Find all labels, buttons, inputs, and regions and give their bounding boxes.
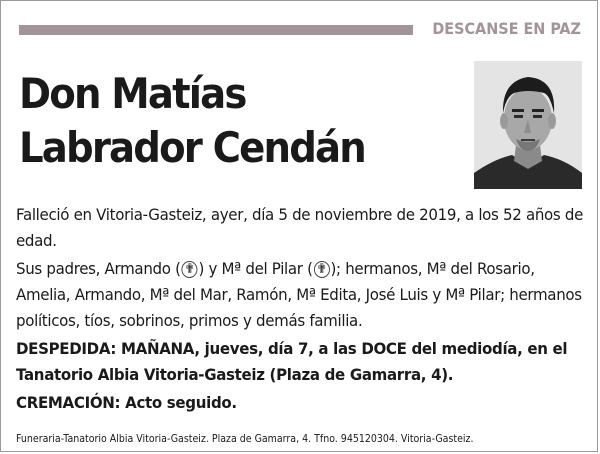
portrait-icon [474, 61, 582, 189]
family-paragraph [16, 256, 586, 334]
family-text-c: ); hermanos, Mª del Rosario, Amelia, Armando, Mª del Mar, Ramón, Mª Edita, José Luis y Mª Pilar; hermanos políticos, tíos, sobrinos, primos y demás familia. [16, 259, 582, 330]
notice-body [16, 202, 586, 418]
cross-icon: ✟ [314, 261, 330, 278]
death-paragraph: Falleció en Vitoria-Gasteiz, ayer, día 5 de noviembre de 2019, a los 52 años de edad. [16, 205, 584, 250]
funeral-home-footer: Funeraria-Tanatorio Albia Vitoria-Gasteiz. Plaza de Gamarra, 4. Tfno. 945120304. Vitoria-Gasteiz. [16, 433, 474, 445]
cremation-paragraph: CREMACIÓN: Acto seguido. [16, 393, 237, 412]
name-line-2: Labrador Cendán [19, 123, 365, 172]
header-bar [19, 25, 413, 35]
header-label: DESCANSE EN PAZ [432, 19, 581, 38]
cross-icon: ✟ [182, 261, 198, 278]
farewell-paragraph: DESPEDIDA: MAÑANA, jueves, día 7, a las DOCE del mediodía, en el Tanatorio Albia Vitoria-Gasteiz (Plaza de Gamarra, 4). [16, 339, 568, 384]
family-text-b: ) y Mª del Pilar ( [198, 259, 313, 278]
family-text-a: Sus padres, Armando ( [16, 259, 181, 278]
name-line-1: Don Matías [19, 69, 246, 118]
portrait-photo [474, 61, 582, 189]
deceased-name [19, 67, 424, 175]
